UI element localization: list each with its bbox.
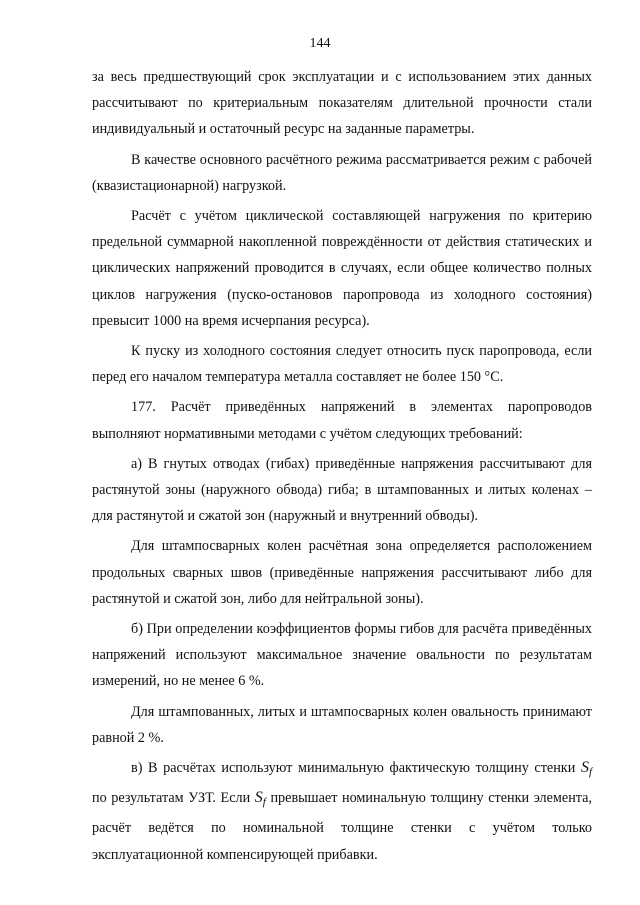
paragraph-text-part: превышает номинальную толщину стенки элемента, расчёт ведётся по номинальной толщине стенки с учётом только эксплуатационной компенсирующей прибавки. (92, 790, 593, 863)
symbol-base: S (580, 759, 589, 777)
wall-thickness-symbol (580, 759, 592, 779)
paragraph: Для штампованных, литых и штампосварных колен овальность принимают равной 2 %. (92, 703, 592, 746)
wall-thickness-symbol (254, 789, 266, 809)
paragraph: Расчёт с учётом циклической составляющей нагружения по критерию предельной суммарной накопленной повреждённости от действия статических и циклических напряжений проводится в случаях, если общее количество полных циклов нагружения (пуско-остановов паропровода из холодного состояния) превысит 1000 на время исчерпания ресурса). (92, 208, 592, 329)
paragraph-with-formula (92, 755, 592, 868)
paragraph-text-part: в) В расчётах используют минимальную фактическую толщину стенки (131, 760, 576, 777)
paragraph: Для штампосварных колен расчётная зона определяется расположением продольных сварных швов (приведённые напряжения рассчитывают либо для растянутой и сжатой зон, либо для нейтральной зоны). (92, 538, 592, 607)
paragraph: К пуску из холодного состояния следует относить пуск паропровода, если перед его началом температура металла составляет не более 150 °С. (92, 343, 592, 386)
paragraph-text-part: по результатам УЗТ. Если (92, 790, 251, 807)
symbol-subscript: f (588, 766, 592, 779)
document-body (92, 64, 592, 872)
paragraph: за весь предшествующий срок эксплуатации и с использованием этих данных рассчитывают по критериальным показателям длительной прочности стали индивидуальный и остаточный ресурс на заданные параметры. (92, 69, 592, 138)
page-number: 144 (309, 36, 331, 51)
paragraph: б) При определении коэффициентов формы гибов для расчёта приведённых напряжений используют максимальное значение овальности по результатам измерений, но не менее 6 %. (92, 621, 592, 690)
symbol-subscript: f (262, 796, 266, 809)
paragraph: 177. Расчёт приведённых напряжений в элементах паропроводов выполняют нормативными методами с учётом следующих требований: (92, 399, 592, 442)
paragraph: В качестве основного расчётного режима рассматривается режим с рабочей (квазистационарной) нагрузкой. (92, 151, 592, 194)
symbol-base: S (254, 789, 263, 807)
paragraph: а) В гнутых отводах (гибах) приведённые напряжения рассчитывают для растянутой зоны (наружного обвода) гиба; в штампованных и литых коленах – для растянутой и сжатой зон (наружный и внутренний обводы). (92, 455, 592, 525)
